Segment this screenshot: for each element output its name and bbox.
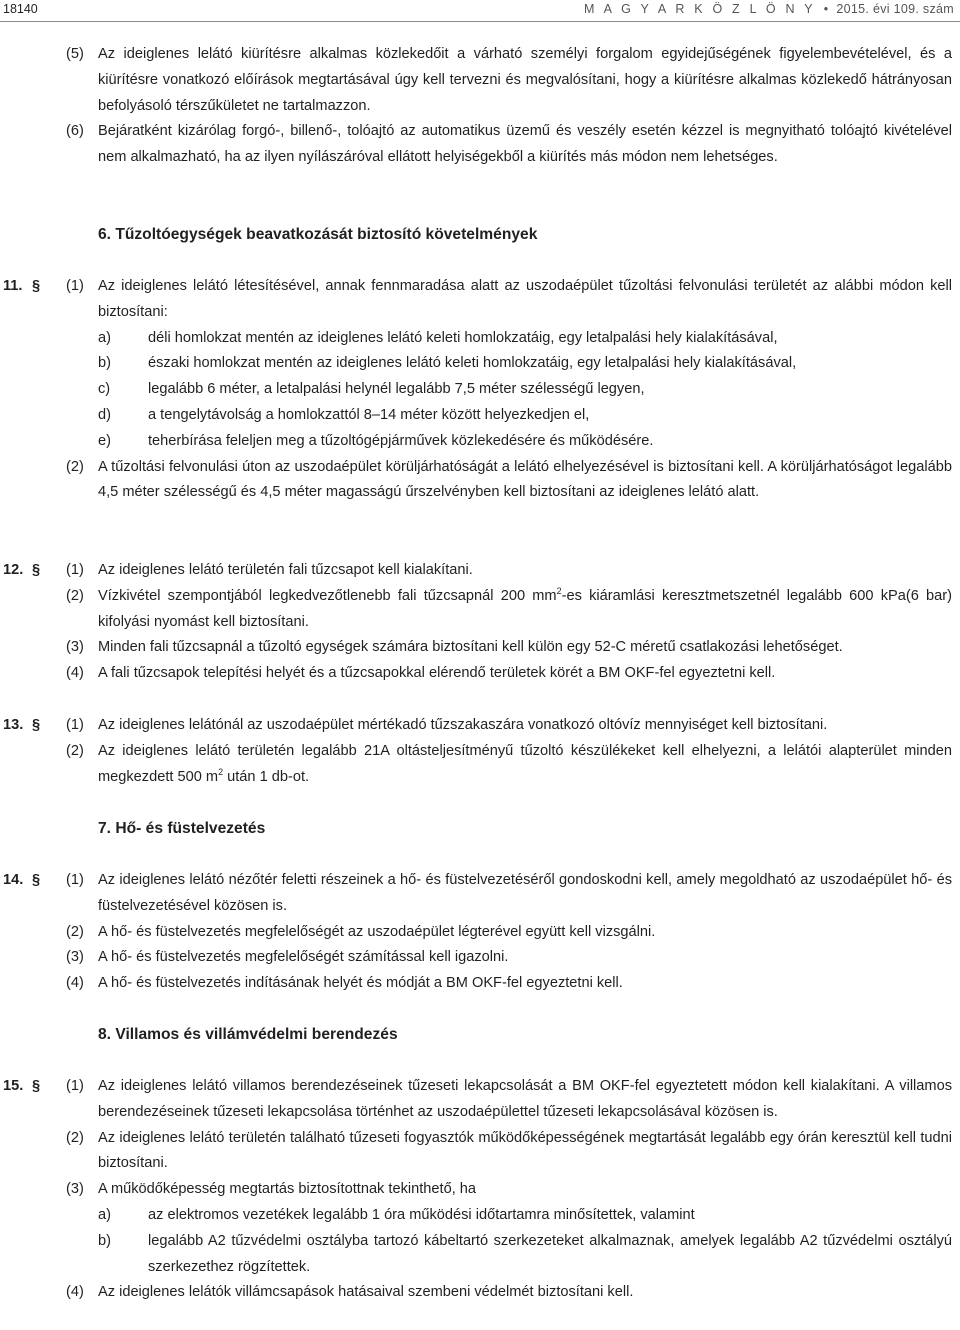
paragraph: [0, 1074, 952, 1126]
section-sign: §: [32, 717, 41, 733]
paragraph-text: Az ideiglenes lelátó létesítésével, annak fennmaradása alatt az uszodaépület tűzoltási felvonulási területét az alábbi módon kell biztosítani:: [98, 278, 952, 320]
paragraph-text: A fali tűzcsapok telepítési helyét és a tűzcsapokkal elérendő területek körét a BM OKF-fel egyeztetni kell.: [98, 665, 776, 682]
paragraph-text: Minden fali tűzcsapnál a tűzoltó egységek számára biztosítani kell külön egy 52-C méretű csatlakozási lehetőséget.: [98, 639, 843, 656]
paragraph-text: Az ideiglenes lelátó területén fali tűzcsapot kell kialakítani.: [98, 562, 473, 578]
paragraph-text: Az ideiglenes lelátó kiürítésre alkalmas közlekedőit a várható személyi forgalom egyidejűségének figyelembevételével, és a kiürítésre vonatkozó előírások megtartásával úgy kell tervezni és megvalósítani, hogy a kiürítésre alkalmas közlekedő hátrányosan befolyásoló térszűkületet ne tartalmazzon.: [98, 46, 952, 114]
paragraph: [0, 42, 952, 119]
paragraph-text: után 1 db-ot.: [223, 768, 310, 785]
chapter-heading: 8. Villamos és villámvédelmi berendezés: [98, 1026, 398, 1043]
paragraph-number: (2): [66, 587, 84, 604]
paragraph-text: Az ideiglenes lelátók villámcsapások hatásaival szembeni védelmét biztosítani kell.: [98, 1284, 634, 1301]
paragraph-number: (1): [66, 562, 84, 578]
section-15: [0, 1074, 952, 1306]
list-item: [0, 1203, 952, 1229]
paragraph-number: (3): [66, 1181, 84, 1198]
running-header: [0, 0, 960, 22]
issue-number: 2015. évi 109. szám: [836, 2, 954, 16]
list-item: [0, 403, 952, 429]
item-letter: a): [98, 329, 111, 346]
paragraph-number: (5): [66, 46, 84, 62]
section-number: 11.: [3, 278, 23, 294]
item-letter: b): [98, 1232, 111, 1249]
paragraph-number: (1): [66, 1078, 84, 1094]
item-letter: a): [98, 1206, 111, 1223]
paragraph-number: (4): [66, 975, 84, 992]
paragraph-text: Az ideiglenes lelátó nézőtér feletti részeinek a hő- és füstelvezetéséről gondoskodni kell, amely megoldható az uszodaépület hő- és füstelvezetésével közösen is.: [98, 872, 952, 914]
paragraph-number: (4): [66, 665, 84, 682]
paragraph-text: Bejáratként kizárólag forgó-, billenő-, tolóajtó az automatikus üzemű és veszély esetén kézzel is megnyitható tolóajtó kivételével nem alkalmazható, ha az ilyen nyílászáróval ellátott helyiségekből a kiürítés más módon nem lehetséges.: [98, 123, 952, 166]
section-number: 13.: [3, 717, 24, 733]
paragraph-text: A tűzoltási felvonulási úton az uszodaépület körüljárhatóságát a lelátó elhelyezésével is biztosítani kell. A körüljárhatóságot legalább 4,5 méter szélességű és 4,5 méter magasságú űrszelvényben kell biztosítani az ideiglenes lelátó alatt.: [98, 458, 952, 501]
item-letter: b): [98, 355, 111, 372]
item-text: legalább 6 méter, a letalpalási helynél legalább 7,5 méter szélességű legyen,: [148, 381, 645, 398]
paragraph: [0, 119, 952, 171]
section-sign: §: [32, 872, 41, 888]
item-text: az elektromos vezetékek legalább 1 óra működési időtartamra minősítettek, valamint: [148, 1206, 695, 1223]
paragraph: [0, 945, 952, 971]
section-number: 12.: [3, 562, 24, 578]
paragraph: [0, 635, 952, 661]
paragraph-number: (4): [66, 1284, 84, 1301]
section-sign: §: [32, 278, 41, 294]
item-letter: e): [98, 432, 111, 449]
paragraph-number: (2): [66, 742, 84, 759]
paragraph-number: (1): [66, 278, 84, 294]
item-text: a tengelytávolság a homlokzattól 8–14 méter között helyezkedjen el,: [148, 406, 590, 423]
section-14: [0, 868, 952, 997]
item-letter: c): [98, 381, 111, 398]
paragraph: [0, 920, 952, 946]
paragraph: [0, 868, 952, 920]
section-13: [0, 713, 952, 790]
chapter-heading: 6. Tűzoltóegységek beavatkozását biztosító követelmények: [98, 226, 538, 243]
superscript: 2: [218, 766, 224, 777]
paragraph-text: A hő- és füstelvezetés megfelelőségét az uszodaépület légterével együtt kell vizsgálni.: [98, 923, 656, 940]
paragraph-text: Az ideiglenes lelátó területén legalább 21A oltásteljesítményű tűzoltó készülékeket kell elhelyezni, a lelátói alapterület minden megkezdett 500 m: [98, 742, 952, 785]
carryover-paragraphs: [0, 42, 952, 171]
item-text: északi homlokzat mentén az ideiglenes lelátó keleti homlokzatáig, egy letalpalási hely kialakításával,: [148, 355, 797, 372]
paragraph-number: (1): [66, 717, 84, 733]
paragraph: [0, 455, 952, 507]
paragraph-text: A működőképesség megtartás biztosítottnak tekinthető, ha: [98, 1181, 477, 1198]
paragraph-number: (3): [66, 949, 84, 966]
paragraph-number: (3): [66, 639, 84, 656]
paragraph-text: A hő- és füstelvezetés megfelelőségét számítással kell igazolni.: [98, 949, 509, 966]
section-sign: §: [32, 1078, 41, 1094]
chapter-heading: 7. Hő- és füstelvezetés: [98, 820, 266, 837]
section-sign: §: [32, 562, 41, 578]
header-rule: [0, 21, 960, 22]
paragraph-text: Az ideiglenes lelátó villamos berendezéseinek tűzeseti lekapcsolását a BM OKF-fel egyeztetett módon kell kialakítani. A villamos berendezéseinek tűzeseti lekapcsolása történhet az uszodaépülettel tűzeseti lekapcsolásával közösen is.: [98, 1078, 952, 1120]
paragraph-number: (6): [66, 123, 84, 140]
item-letter: d): [98, 406, 111, 423]
list-item: [0, 377, 952, 403]
item-text: déli homlokzat mentén az ideiglenes lelátó keleti homlokzatáig, egy letalpalási hely kialakításával,: [148, 329, 778, 346]
paragraph: [0, 584, 952, 636]
paragraph: [0, 1280, 952, 1306]
page-number: 18140: [3, 2, 38, 16]
section-number: 14.: [3, 872, 24, 888]
paragraph-number: (1): [66, 872, 84, 888]
paragraph: [0, 558, 952, 584]
paragraph: [0, 274, 952, 326]
paragraph-text: Az ideiglenes lelátó területén található tűzeseti fogyasztók működőképességének megtartását legalább egy órán keresztül kell tudni biztosítani.: [98, 1129, 952, 1172]
paragraph-text: A hő- és füstelvezetés indításának helyét és módját a BM OKF-fel egyeztetni kell.: [98, 975, 623, 992]
item-text: teherbírása feleljen meg a tűzoltógépjárművek közlekedésére és működésére.: [148, 432, 654, 449]
section-number: 15.: [3, 1078, 24, 1094]
paragraph-number: (2): [66, 923, 84, 940]
paragraph-text: -es kiáramlási keresztmetszetnél legalább 600 kPa(6 bar) kifolyási nyomást kell biztosítani.: [98, 587, 952, 630]
list-item: [0, 1229, 952, 1281]
paragraph-number: (2): [66, 458, 84, 475]
list-item: [0, 429, 952, 455]
paragraph: [0, 661, 952, 687]
list-item: [0, 351, 952, 377]
section-12: [0, 558, 952, 687]
superscript: 2: [556, 585, 562, 596]
paragraph: [0, 739, 952, 791]
paragraph-text: Az ideiglenes lelátónál az uszodaépület mértékadó tűzszakaszára vonatkozó oltóvíz mennyiséget kell biztosítani.: [98, 717, 828, 733]
paragraph-number: (2): [66, 1129, 84, 1146]
separator-bullet: •: [823, 2, 829, 16]
publication-title: M A G Y A R K Ö Z L Ö N Y: [584, 2, 816, 16]
section-11: [0, 274, 952, 506]
paragraph: [0, 971, 952, 997]
item-text: legalább A2 tűzvédelmi osztályba tartozó kábeltartó szerkezeteket alkalmaznak, amelyek legalább A2 tűzvédelmi osztályú szerkezethez rögzítettek.: [148, 1232, 952, 1275]
paragraph: [0, 713, 952, 739]
paragraph: [0, 1126, 952, 1178]
publication-info: [584, 0, 954, 18]
paragraph-text: Vízkivétel szempontjából legkedvezőtlenebb fali tűzcsapnál 200 mm: [98, 587, 557, 604]
paragraph: [0, 1177, 952, 1203]
list-item: [0, 326, 952, 352]
